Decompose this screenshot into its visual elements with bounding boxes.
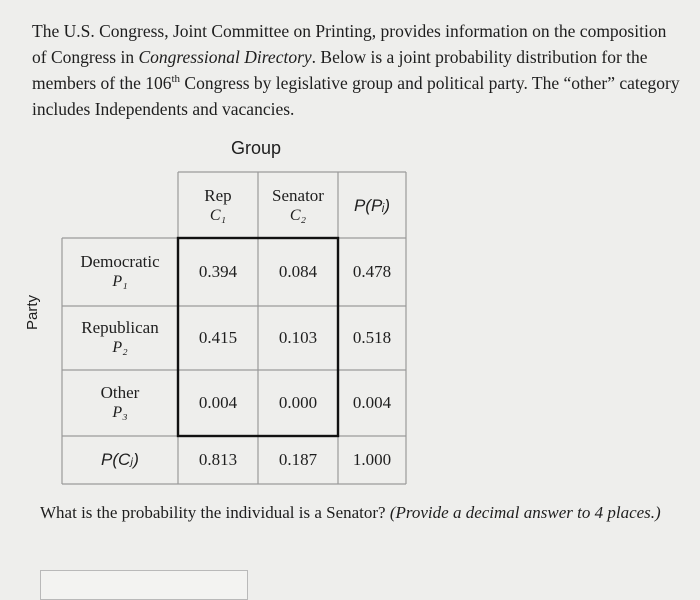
row-header-group-marginal	[64, 438, 176, 482]
question-prompt: What is the probability the individual is a Senator?	[40, 503, 390, 522]
row-header-marginal-label: P(Cⱼ)	[101, 450, 139, 469]
row-header-republican	[64, 308, 176, 368]
cell-marginal-total: 1.000	[352, 450, 392, 469]
row-header-republican-symbol: P₂	[112, 339, 128, 356]
row-header-democratic-symbol: P₁	[112, 273, 128, 290]
col-header-party-marginal	[340, 176, 404, 236]
cell-marginal-senator: 0.187	[278, 450, 318, 469]
cell-other-rep: 0.004	[198, 393, 238, 412]
intro-superscript: th	[171, 73, 181, 86]
intro-directory-title: Congressional Directory	[138, 47, 312, 67]
question-text	[40, 500, 680, 526]
cell-marginal-rep: 0.813	[198, 450, 238, 469]
group-header: Group	[230, 138, 282, 158]
cell-republican-total: 0.518	[352, 328, 392, 347]
intro-text-2: . Below is a joint probability distribution for the members of the 106	[32, 47, 648, 93]
row-header-democratic-label: Democratic	[80, 252, 160, 271]
cell-other-senator: 0.000	[278, 393, 318, 412]
col-header-senator	[260, 176, 336, 236]
row-header-other-symbol: P₃	[112, 404, 128, 421]
intro-text-3: Congress by legislative group and political party. The “other” category includes Independents and vacancies.	[32, 73, 680, 119]
col-header-senator-symbol: C₂	[289, 207, 307, 224]
intro-text-1: The U.S. Congress, Joint Committee on Printing, provides information on the composition of Congress in	[32, 21, 667, 67]
col-header-rep	[180, 176, 256, 236]
col-header-senator-label: Senator	[272, 186, 324, 205]
row-header-other	[64, 372, 176, 434]
cell-democratic-senator: 0.084	[278, 262, 318, 281]
row-header-republican-label: Republican	[81, 318, 159, 337]
cell-other-total: 0.004	[352, 393, 392, 412]
col-header-rep-symbol: C₁	[209, 207, 227, 224]
row-header-democratic	[64, 240, 176, 304]
party-header: Party	[24, 294, 41, 330]
question-hint: (Provide a decimal answer to 4 places.)	[389, 503, 661, 522]
cell-republican-rep: 0.415	[198, 328, 238, 347]
cell-republican-senator: 0.103	[278, 328, 318, 347]
cell-democratic-total: 0.478	[352, 262, 392, 281]
col-header-rep-label: Rep	[204, 186, 232, 205]
col-header-marginal-label: P(Pᵢ)	[353, 196, 391, 215]
row-header-other-label: Other	[100, 383, 140, 402]
cell-democratic-rep: 0.394	[198, 262, 238, 281]
